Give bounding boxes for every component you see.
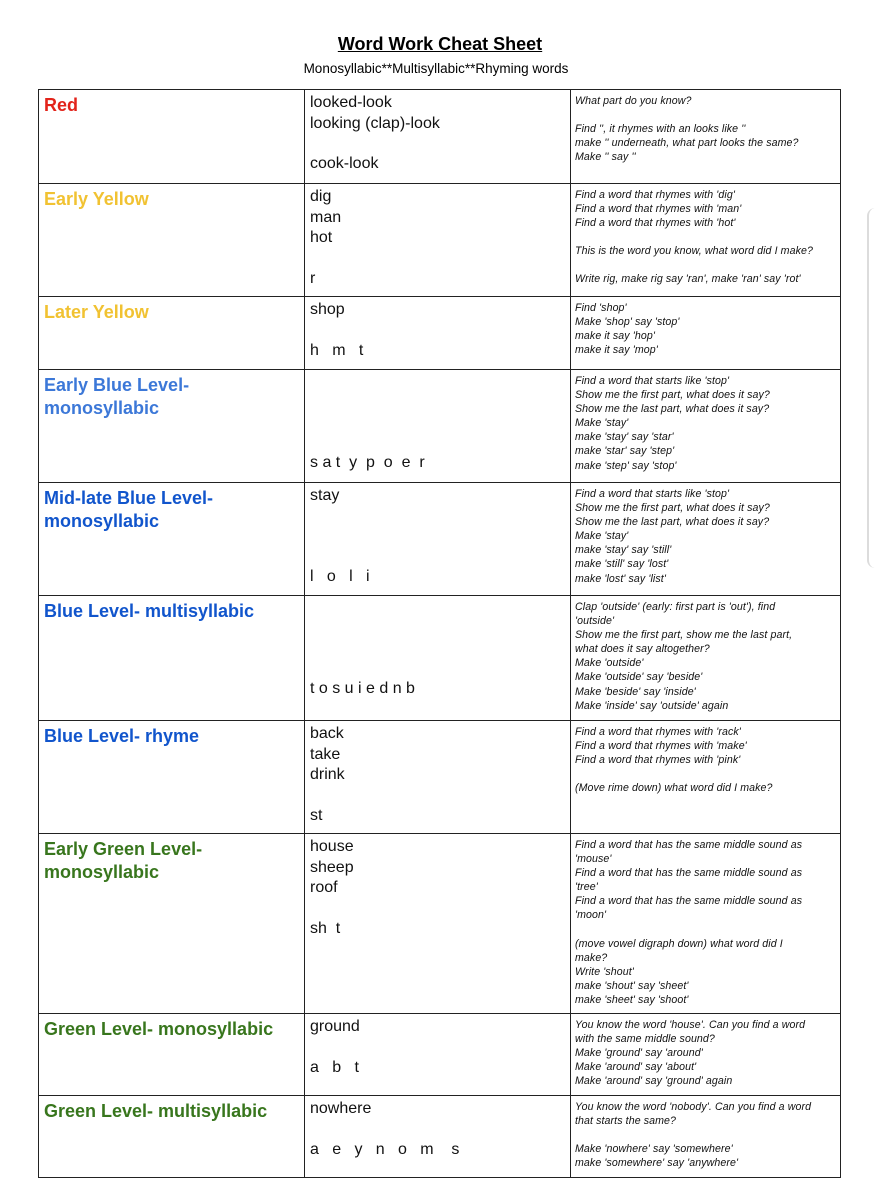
word-item: s a t y p o e r [310,454,425,471]
instruction-list [571,721,840,795]
level-label: Early Blue Level- monosyllabic [44,375,190,418]
word-list [305,483,570,587]
word-item: a b t [310,1058,359,1076]
instruction-line: Show me the first part, what does it say? [575,389,770,402]
word-item: nowhere [310,1100,372,1117]
table-row [39,370,841,483]
instruction-spacer [575,108,836,122]
level-cell [39,1014,305,1096]
instruction-line: Show me the first part, show me the last part, [575,629,793,642]
instruction-line: What part do you know? [575,95,692,107]
level-label: Green Level- multisyllabic [44,1101,268,1121]
word-item: sheep [310,858,354,876]
instruction-line: Write rig, make rig say 'ran', make 'ran' say 'rot' [575,273,801,286]
level-cell [39,483,305,596]
word-spacer [310,393,565,413]
instructions-cell [571,1014,841,1096]
instruction-line: make 'shout' say 'sheet' [575,979,689,992]
word-item: looking (clap)-look [310,114,440,132]
word-spacer [310,134,565,154]
instruction-line: make 'sheet' say 'shoot' [575,993,689,1006]
cheat-sheet-table [38,89,841,1178]
word-item: l o l i [310,567,370,585]
word-item: cook-look [310,155,379,172]
instruction-line: make '' underneath, what part looks the same? [575,137,799,150]
word-spacer [310,413,565,433]
instruction-line: Find '', it rhymes with an looks like '' [575,123,746,136]
instruction-line: make it say 'mop' [575,344,658,357]
level-cell [39,834,305,1014]
instruction-line: Make 'stay' [575,530,629,543]
table-row [39,184,841,297]
instruction-line: This is the word you know, what word did I make? [575,245,813,258]
table-row [39,1096,841,1178]
page-title: Word Work Cheat Sheet [337,34,543,54]
table-row [39,90,841,184]
instruction-line: Find a word that rhymes with 'make' [575,740,747,753]
word-item: man [310,208,342,226]
instruction-line: Find a word that rhymes with 'dig' [575,189,735,201]
instruction-list [571,1014,840,1088]
words-cell [305,297,571,370]
instructions-cell [571,370,841,483]
instruction-line: make? [575,951,608,964]
word-item: t o s u i e d n b [310,680,415,697]
instruction-line: Find a word that has the same middle sound as [575,839,803,851]
word-spacer [310,1038,565,1058]
instruction-line: Show me the last part, what does it say? [575,516,770,529]
word-item: r [310,269,316,287]
instruction-line: Find a word that rhymes with 'hot' [575,217,736,230]
instruction-line: 'tree' [575,881,598,894]
instruction-line: Find a word that rhymes with 'man' [575,203,742,216]
instruction-line: make 'somewhere' say 'anywhere' [575,1157,739,1170]
instruction-line: Write 'shout' [575,965,634,978]
word-list [305,297,570,361]
page-subtitle: Monosyllabic**Multisyllabic**Rhyming words [303,61,569,76]
words-cell [305,834,571,1014]
word-item: looked-look [310,94,392,111]
level-label: Later Yellow [44,302,149,322]
instructions-cell [571,1096,841,1178]
instruction-line: Make 'nowhere' say 'somewhere' [575,1143,733,1156]
page-edge-scroll-handle [867,208,875,568]
level-cell [39,596,305,721]
word-list [305,370,570,474]
instruction-line: Make '' say '' [575,151,636,164]
word-item: back [310,725,344,742]
instruction-line: Make 'ground' say 'around' [575,1047,703,1060]
instruction-list [571,90,840,164]
instruction-list [571,184,840,286]
instructions-cell [571,90,841,184]
level-cell [39,721,305,834]
words-cell [305,1014,571,1096]
word-spacer [310,619,565,639]
cheat-sheet-body [39,90,841,1178]
word-spacer [310,659,565,679]
word-spacer [310,547,565,567]
level-label: Early Green Level- monosyllabic [44,839,203,882]
word-spacer [310,507,565,527]
word-item: shop [310,301,345,318]
instruction-line: Make 'around' say 'ground' again [575,1075,733,1088]
instruction-line: Find a word that starts like 'stop' [575,375,730,387]
table-row [39,721,841,834]
instruction-list [571,483,840,586]
instruction-line: Make 'stay' [575,417,629,430]
word-item: roof [310,879,338,896]
level-label: Early Yellow [44,189,149,209]
word-spacer [310,899,565,919]
word-item: hot [310,229,333,246]
word-item: sh t [310,919,341,937]
instruction-spacer [575,230,836,244]
instruction-line: Make 'around' say 'about' [575,1061,697,1074]
word-spacer [310,599,565,619]
word-spacer [310,1120,565,1140]
word-item: take [310,745,341,763]
word-item: dig [310,188,332,205]
level-cell [39,297,305,370]
instruction-line: 'mouse' [575,853,612,866]
word-item: st [310,806,323,824]
level-label: Mid-late Blue Level- monosyllabic [44,488,214,531]
instruction-list [571,370,840,473]
word-list [305,1096,570,1160]
level-label: Green Level- monosyllabic [44,1019,274,1039]
instruction-line: Make 'outside' [575,657,644,670]
table-row [39,1014,841,1096]
instruction-list [571,297,840,357]
word-spacer [310,786,565,806]
instruction-line: Find 'shop' [575,302,627,314]
level-cell [39,90,305,184]
instruction-line: make 'stay' say 'star' [575,431,674,444]
instruction-line: Make 'inside' say 'outside' again [575,699,729,712]
instruction-list [571,834,840,1007]
word-item: a e y n o m s [310,1140,460,1158]
instruction-line: make 'stay' say 'still' [575,544,672,557]
instructions-cell [571,596,841,721]
instruction-spacer [575,767,836,781]
words-cell [305,90,571,184]
instruction-spacer [575,923,836,937]
instruction-line: 'moon' [575,909,607,922]
word-spacer [310,321,565,341]
instruction-line: make 'lost' say 'list' [575,572,666,585]
instructions-cell [571,834,841,1014]
instruction-list [571,596,840,713]
instruction-line: Make 'beside' say 'inside' [575,685,696,698]
instructions-cell [571,184,841,297]
word-item: drink [310,766,345,783]
word-item: house [310,838,354,855]
instructions-cell [571,297,841,370]
table-row [39,483,841,596]
instruction-line: Find a word that has the same middle sound as [575,895,803,908]
word-list [305,184,570,289]
words-cell [305,1096,571,1178]
word-spacer [310,249,565,269]
word-item: stay [310,487,340,504]
word-item: h m t [310,341,364,359]
instructions-cell [571,721,841,834]
words-cell [305,370,571,483]
level-label: Red [44,95,79,115]
instruction-line: what does it say altogether? [575,643,710,656]
word-spacer [310,433,565,453]
table-row [39,596,841,721]
words-cell [305,721,571,834]
instruction-spacer [575,1128,836,1142]
instruction-line: (move vowel digraph down) what word did I [575,937,783,950]
instruction-line: Make 'shop' say 'stop' [575,316,680,329]
instruction-line: make it say 'hop' [575,330,655,343]
instruction-line: Find a word that rhymes with 'rack' [575,726,741,738]
word-list [305,721,570,826]
words-cell [305,184,571,297]
instruction-line: make 'still' say 'lost' [575,558,669,571]
level-label: Blue Level- multisyllabic [44,601,255,621]
instruction-line: You know the word 'house'. Can you find a word [575,1019,806,1031]
table-row [39,834,841,1014]
word-spacer [310,527,565,547]
instruction-line: make 'star' say 'step' [575,445,675,458]
instruction-line: Show me the first part, what does it say? [575,502,770,515]
level-cell [39,184,305,297]
table-row [39,297,841,370]
words-cell [305,596,571,721]
instructions-cell [571,483,841,596]
instruction-line: make 'step' say 'stop' [575,459,677,472]
instruction-line: Find a word that has the same middle sound as [575,867,803,880]
instruction-line: 'outside' [575,615,615,628]
instruction-list [571,1096,840,1170]
instruction-line: (Move rime down) what word did I make? [575,782,773,795]
instruction-line: Clap 'outside' (early: first part is 'out'), find [575,601,776,613]
instruction-line: Make 'outside' say 'beside' [575,671,703,684]
instruction-spacer [575,258,836,272]
level-cell [39,1096,305,1178]
word-spacer [310,639,565,659]
instruction-line: Show me the last part, what does it say? [575,403,770,416]
level-cell [39,370,305,483]
level-label: Blue Level- rhyme [44,726,200,746]
word-list [305,834,570,939]
word-list [305,90,570,175]
instruction-line: Find a word that starts like 'stop' [575,488,730,500]
word-item: ground [310,1018,360,1035]
word-spacer [310,373,565,393]
word-list [305,596,570,700]
instruction-line: that starts the same? [575,1115,677,1128]
instruction-line: with the same middle sound? [575,1033,715,1046]
instruction-line: Find a word that rhymes with 'pink' [575,754,741,767]
word-list [305,1014,570,1078]
instruction-line: You know the word 'nobody'. Can you find a word [575,1101,812,1113]
words-cell [305,483,571,596]
